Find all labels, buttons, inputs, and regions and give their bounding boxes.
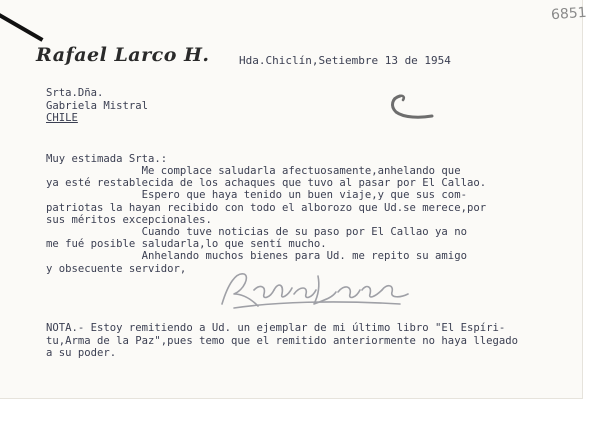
nota-line: a su poder. [46, 347, 117, 360]
body-line: Anhelando muchos bienes para Ud. me repito su amigo [46, 250, 467, 263]
body-line: Espero que haya tenido un buen viaje,y que sus com- [46, 189, 467, 202]
recipient-block [46, 87, 148, 125]
recipient-name: Gabriela Mistral [46, 99, 149, 112]
letter-body [46, 165, 486, 275]
body-line: sus méritos excepcionales. [46, 213, 212, 226]
recipient-country: CHILE [46, 112, 78, 124]
body-line: y obsecuente servidor, [46, 262, 187, 275]
body-line: ya esté restablecida de los achaques que tuvo al pasar por El Callao. [46, 177, 487, 190]
body-line: me fué posible saludarla,lo que sentí mucho. [46, 238, 327, 251]
place-date-line: Hda.Chiclín,Setiembre 13 de 1954 [239, 54, 451, 67]
body-line: Me complace saludarla afectuosamente,anhelando que [46, 165, 461, 177]
pencil-mark-icon [386, 88, 436, 122]
body-line: Cuando tuve noticias de su paso por El Callao ya no [46, 226, 467, 239]
salutation: Muy estimada Srta.: [46, 153, 168, 165]
body-line: patriotas la hayan recibido con todo el alborozo que Ud.se merece,por [46, 201, 487, 214]
nota-line: tu,Arma de la Paz",pues temo que el remitido anteriormente no haya llegado [46, 334, 518, 347]
nota-postscript [46, 322, 518, 360]
nota-line: NOTA.- Estoy remitiendo a Ud. un ejemplar de mi último libro "El Espíri- [46, 322, 506, 334]
mourning-band [0, 10, 43, 41]
handwritten-signature [214, 264, 414, 316]
recipient-title: Srta.Dña. [46, 87, 104, 99]
archive-number: 6851 [550, 4, 588, 24]
letterhead-name: Rafael Larco H. [36, 44, 210, 66]
